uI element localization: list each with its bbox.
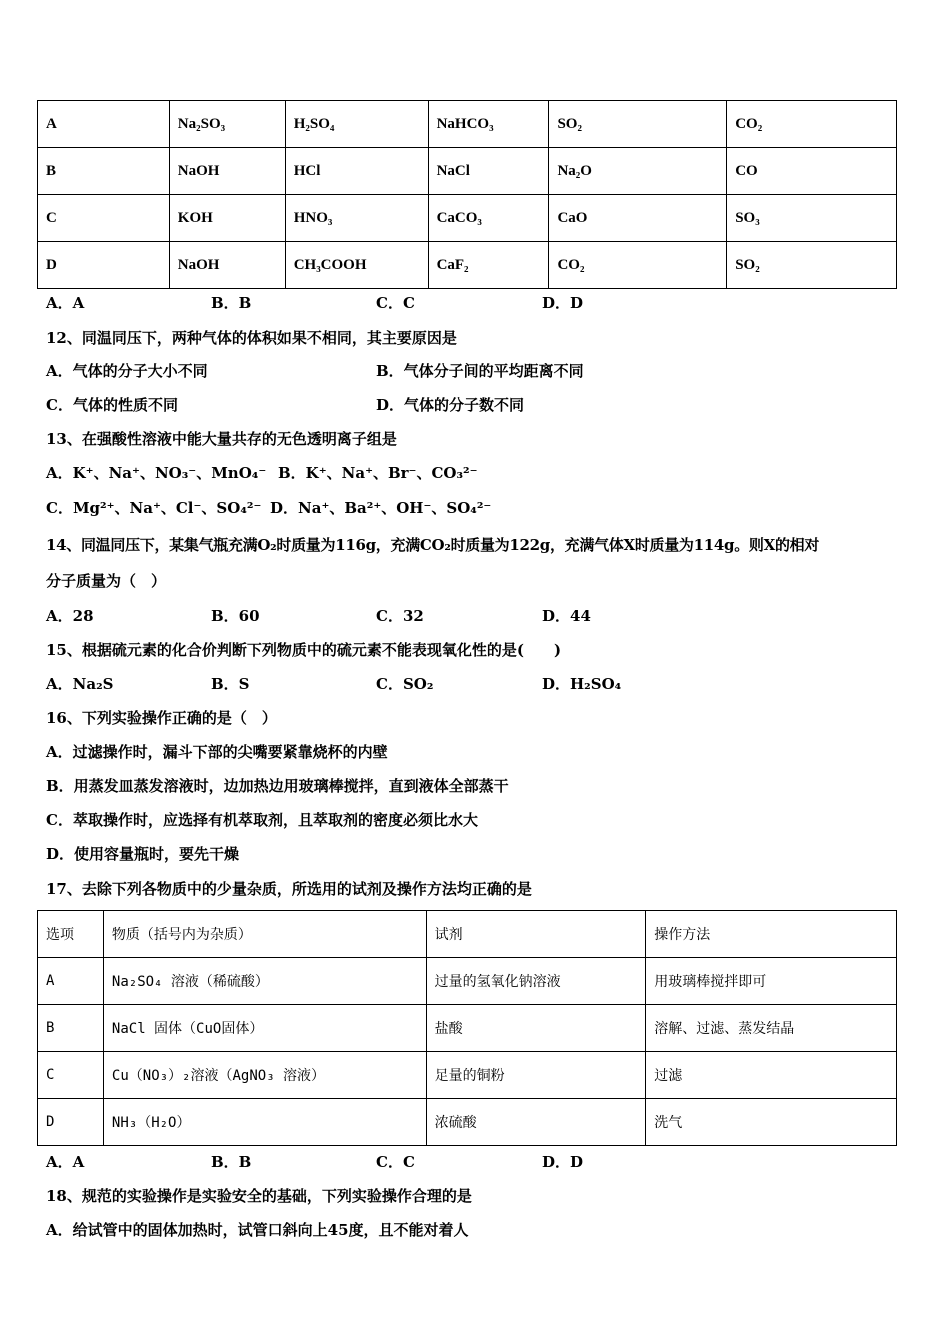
q16-option-b: B．用蒸发皿蒸发溶液时，边加热边用玻璃棒搅拌，直到液体全部蒸干 (46, 777, 509, 795)
q12-option-b: B．气体分子间的平均距离不同 (376, 362, 584, 380)
table-header-cell: 选项 (38, 911, 104, 958)
table-cell: B (38, 1005, 104, 1052)
table-row (38, 195, 897, 242)
q14-option-c: C．32 (376, 607, 424, 625)
table-cell: Na₂O (549, 148, 727, 195)
table-row (38, 242, 897, 289)
table-row (38, 1052, 897, 1099)
table-cell: Cu（NO₃）₂溶液（AgNO₃ 溶液） (103, 1052, 426, 1099)
table-cell: HNO₃ (285, 195, 428, 242)
q12-option-c: C．气体的性质不同 (46, 396, 178, 414)
table-cell: D (38, 1099, 104, 1146)
table-cell: NaCl 固体（CuO固体） (103, 1005, 426, 1052)
table-cell: D (38, 242, 170, 289)
q13-option-d: D．Na⁺、Ba²⁺、OH⁻、SO₄²⁻ (270, 499, 492, 517)
table-cell: 盐酸 (426, 1005, 646, 1052)
table-cell: Na₂SO₄ 溶液（稀硫酸） (103, 958, 426, 1005)
q17-option-d: D．D (542, 1153, 584, 1171)
table-cell: 用玻璃棒搅拌即可 (646, 958, 897, 1005)
table-cell: B (38, 148, 170, 195)
table-cell: H₂SO₄ (285, 101, 428, 148)
table-cell: NaOH (169, 148, 285, 195)
table-cell: KOH (169, 195, 285, 242)
table-cell: SO₃ (727, 195, 897, 242)
q14-stem-line2: 分子质量为（ ） (46, 572, 167, 590)
q15-option-d: D．H₂SO₄ (542, 675, 622, 693)
table-row (38, 148, 897, 195)
q17-option-c: C．C (376, 1153, 415, 1171)
q15-option-b: B．S (211, 675, 250, 693)
table-cell: NH₃（H₂O） (103, 1099, 426, 1146)
q13-option-b: B．K⁺、Na⁺、Br⁻、CO₃²⁻ (278, 464, 478, 482)
q13-stem: 13、在强酸性溶液中能大量共存的无色透明离子组是 (46, 430, 397, 448)
q17-stem: 17、去除下列各物质中的少量杂质，所选用的试剂及操作方法均正确的是 (46, 880, 532, 898)
table-cell: C (38, 195, 170, 242)
table-cell: CO (727, 148, 897, 195)
table-cell: Na₂SO₃ (169, 101, 285, 148)
table-cell: 浓硫酸 (426, 1099, 646, 1146)
table-header-row (38, 911, 897, 958)
table-cell: C (38, 1052, 104, 1099)
q17-table (37, 910, 897, 1146)
q11-option-c: C．C (376, 294, 415, 312)
table-cell: 洗气 (646, 1099, 897, 1146)
table-cell: CaO (549, 195, 727, 242)
q17-option-a: A．A (46, 1153, 85, 1171)
q11-option-b: B．B (211, 294, 252, 312)
table-row (38, 101, 897, 148)
table-header-cell: 试剂 (426, 911, 646, 958)
q15-option-a: A．Na₂S (46, 675, 114, 693)
q14-option-a: A．28 (46, 607, 94, 625)
q14-stem-line1: 14、同温同压下，某集气瓶充满O₂时质量为116g，充满CO₂时质量为122g，充满气体X时质量为114g。则X的相对 (46, 536, 820, 554)
q15-option-c: C．SO₂ (376, 675, 434, 693)
table-cell: 足量的铜粉 (426, 1052, 646, 1099)
q12-stem: 12、同温同压下，两种气体的体积如果不相同，其主要原因是 (46, 329, 457, 347)
q18-stem: 18、规范的实验操作是实验安全的基础，下列实验操作合理的是 (46, 1187, 472, 1205)
table-cell: SO₂ (727, 242, 897, 289)
q11-option-a: A．A (46, 294, 85, 312)
table-cell: CO₂ (727, 101, 897, 148)
q16-option-d: D．使用容量瓶时，要先干燥 (46, 845, 240, 863)
table-cell: A (38, 958, 104, 1005)
table-row (38, 1005, 897, 1052)
table-cell: CaF₂ (428, 242, 549, 289)
q15-stem: 15、根据硫元素的化合价判断下列物质中的硫元素不能表现氧化性的是( ) (46, 641, 562, 659)
q16-option-a: A．过滤操作时，漏斗下部的尖嘴要紧靠烧杯的内壁 (46, 743, 388, 761)
q12-option-d: D．气体的分子数不同 (376, 396, 525, 414)
q12-option-a: A．气体的分子大小不同 (46, 362, 208, 380)
table-cell: 溶解、过滤、蒸发结晶 (646, 1005, 897, 1052)
q14-option-d: D．44 (542, 607, 591, 625)
q17-option-b: B．B (211, 1153, 252, 1171)
table-cell: 过滤 (646, 1052, 897, 1099)
table-cell: A (38, 101, 170, 148)
table-cell: SO₂ (549, 101, 727, 148)
q13-option-c: C．Mg²⁺、Na⁺、Cl⁻、SO₄²⁻ (46, 499, 262, 517)
table-header-cell: 物质（括号内为杂质） (103, 911, 426, 958)
q11-option-d: D．D (542, 294, 584, 312)
q16-stem: 16、下列实验操作正确的是（ ） (46, 709, 277, 727)
table-cell: HCl (285, 148, 428, 195)
q13-option-a: A．K⁺、Na⁺、NO₃⁻、MnO₄⁻ (46, 464, 267, 482)
table-cell: CaCO₃ (428, 195, 549, 242)
table-cell: CH₃COOH (285, 242, 428, 289)
q14-option-b: B．60 (211, 607, 260, 625)
table-cell: 过量的氢氧化钠溶液 (426, 958, 646, 1005)
table-cell: NaCl (428, 148, 549, 195)
q18-option-a: A．给试管中的固体加热时，试管口斜向上45度，且不能对着人 (46, 1221, 469, 1239)
table-row (38, 1099, 897, 1146)
table-cell: CO₂ (549, 242, 727, 289)
table-cell: NaHCO₃ (428, 101, 549, 148)
table-header-cell: 操作方法 (646, 911, 897, 958)
table-row (38, 958, 897, 1005)
q16-option-c: C．萃取操作时，应选择有机萃取剂，且萃取剂的密度必须比水大 (46, 811, 478, 829)
table-cell: NaOH (169, 242, 285, 289)
q11-table (37, 100, 897, 289)
